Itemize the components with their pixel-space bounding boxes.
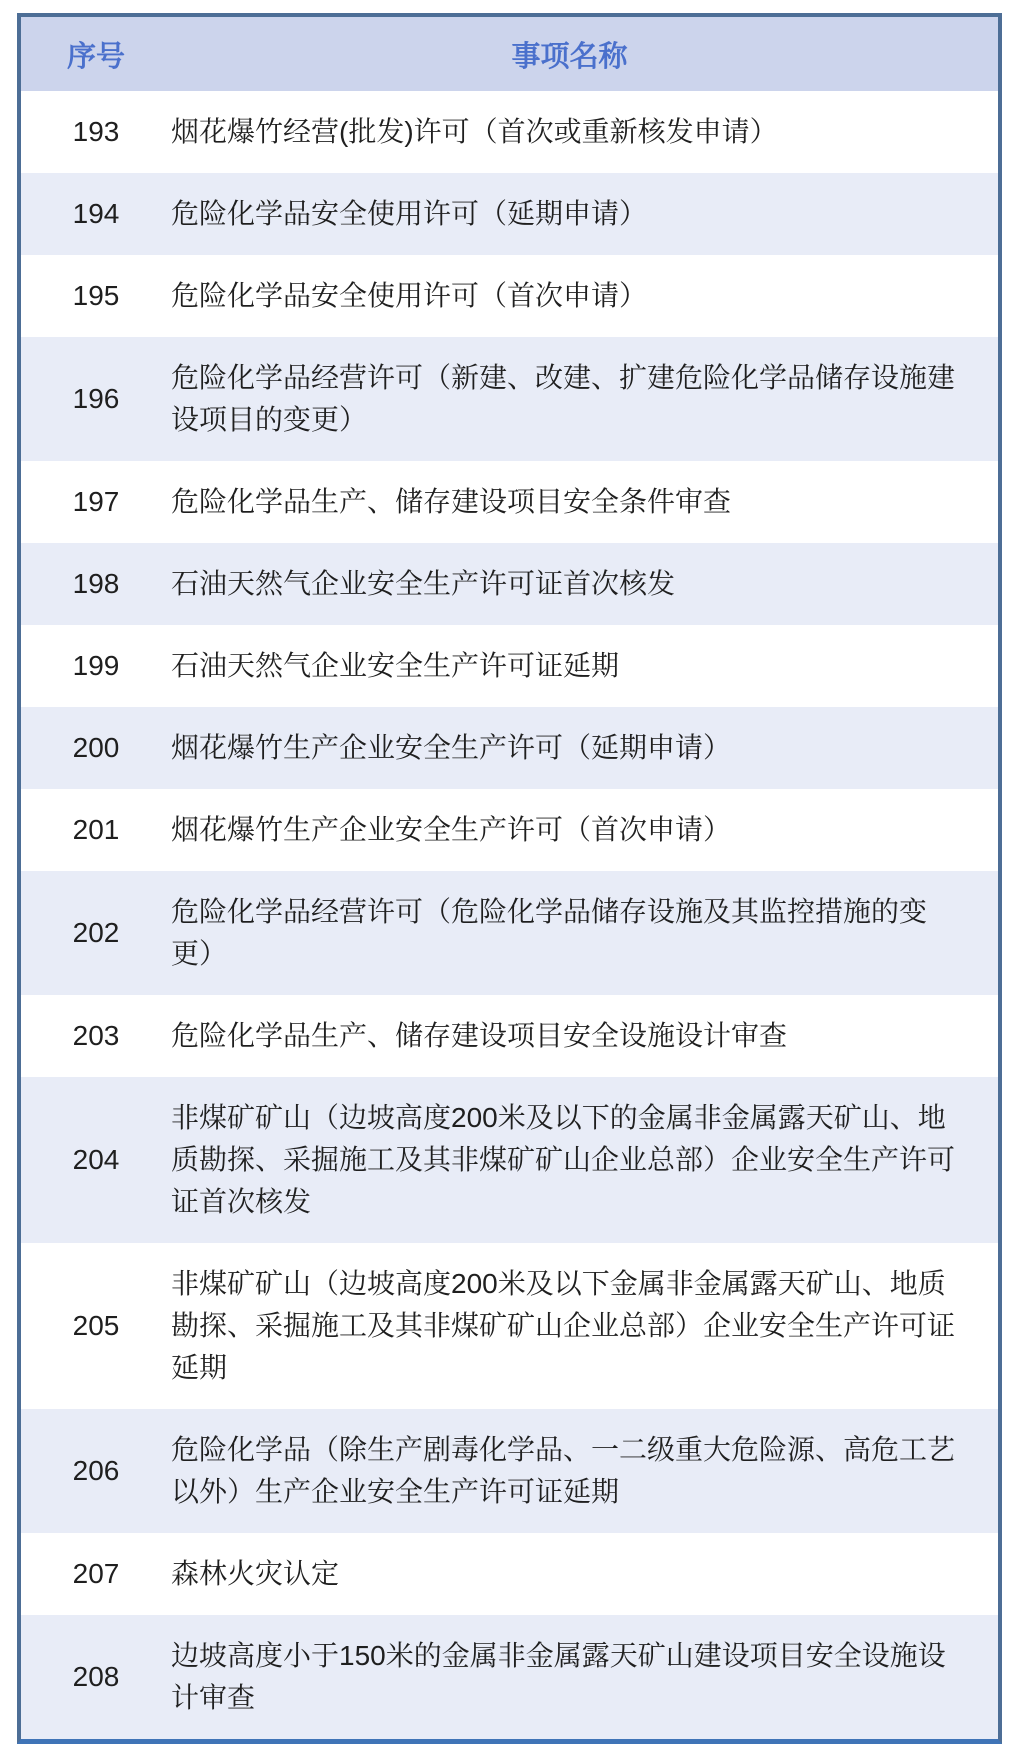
table-row bbox=[21, 173, 998, 255]
row-item-name: 危险化学品生产、储存建设项目安全设施设计审查 bbox=[171, 1020, 788, 1051]
table-row bbox=[21, 543, 998, 625]
row-serial-number: 197 bbox=[72, 486, 120, 517]
table-row bbox=[21, 871, 998, 995]
table-row bbox=[21, 789, 998, 871]
row-item-name: 石油天然气企业安全生产许可证首次核发 bbox=[171, 568, 676, 599]
row-item-name: 烟花爆竹生产企业安全生产许可（延期申请） bbox=[171, 732, 732, 763]
row-serial-number: 199 bbox=[72, 650, 120, 681]
table-row bbox=[21, 337, 998, 461]
table-header-row bbox=[21, 17, 998, 91]
row-serial-number: 193 bbox=[72, 116, 120, 147]
table-row bbox=[21, 707, 998, 789]
row-serial-number: 201 bbox=[72, 814, 120, 845]
table-row bbox=[21, 1077, 998, 1243]
table-row bbox=[21, 1533, 998, 1615]
row-serial-number: 205 bbox=[72, 1310, 120, 1341]
table-row bbox=[21, 625, 998, 707]
table-body bbox=[21, 91, 998, 1739]
row-item-name: 非煤矿矿山（边坡高度200米及以下的金属非金属露天矿山、地质勘探、采掘施工及其非煤矿矿山企业总部）企业安全生产许可证首次核发 bbox=[171, 1102, 956, 1217]
row-item-name: 危险化学品安全使用许可（延期申请） bbox=[171, 198, 648, 229]
row-serial-number: 203 bbox=[72, 1020, 120, 1051]
row-item-name: 烟花爆竹经营(批发)许可（首次或重新核发申请） bbox=[171, 116, 778, 147]
row-item-name: 非煤矿矿山（边坡高度200米及以下金属非金属露天矿山、地质勘探、采掘施工及其非煤矿矿山企业总部）企业安全生产许可证延期 bbox=[171, 1268, 956, 1383]
row-serial-number: 204 bbox=[72, 1144, 120, 1175]
row-item-name: 危险化学品经营许可（危险化学品储存设施及其监控措施的变更） bbox=[171, 896, 928, 969]
row-serial-number: 206 bbox=[72, 1455, 120, 1486]
table-row bbox=[21, 1409, 998, 1533]
row-item-name: 森林火灾认定 bbox=[171, 1558, 340, 1589]
row-item-name: 危险化学品经营许可（新建、改建、扩建危险化学品储存设施建设项目的变更） bbox=[171, 362, 956, 435]
row-item-name: 危险化学品（除生产剧毒化学品、一二级重大危险源、高危工艺以外）生产企业安全生产许可证延期 bbox=[171, 1434, 956, 1507]
row-item-name: 烟花爆竹生产企业安全生产许可（首次申请） bbox=[171, 814, 732, 845]
row-item-name: 石油天然气企业安全生产许可证延期 bbox=[171, 650, 620, 681]
table-row bbox=[21, 1243, 998, 1409]
column-header-item-name: 事项名称 bbox=[511, 40, 628, 73]
row-serial-number: 196 bbox=[72, 383, 120, 414]
items-table bbox=[17, 13, 1002, 1744]
row-serial-number: 208 bbox=[72, 1661, 120, 1692]
table-row bbox=[21, 255, 998, 337]
row-item-name: 边坡高度小于150米的金属非金属露天矿山建设项目安全设施设计审查 bbox=[171, 1640, 946, 1713]
table-row bbox=[21, 1615, 998, 1739]
row-serial-number: 195 bbox=[72, 280, 120, 311]
row-serial-number: 194 bbox=[72, 198, 120, 229]
table-row bbox=[21, 461, 998, 543]
row-serial-number: 200 bbox=[72, 732, 120, 763]
table-row bbox=[21, 995, 998, 1077]
row-item-name: 危险化学品安全使用许可（首次申请） bbox=[171, 280, 648, 311]
row-item-name: 危险化学品生产、储存建设项目安全条件审查 bbox=[171, 486, 732, 517]
column-header-serial-number: 序号 bbox=[66, 40, 125, 73]
table-row bbox=[21, 91, 998, 173]
row-serial-number: 198 bbox=[72, 568, 120, 599]
row-serial-number: 207 bbox=[72, 1558, 120, 1589]
row-serial-number: 202 bbox=[72, 917, 120, 948]
